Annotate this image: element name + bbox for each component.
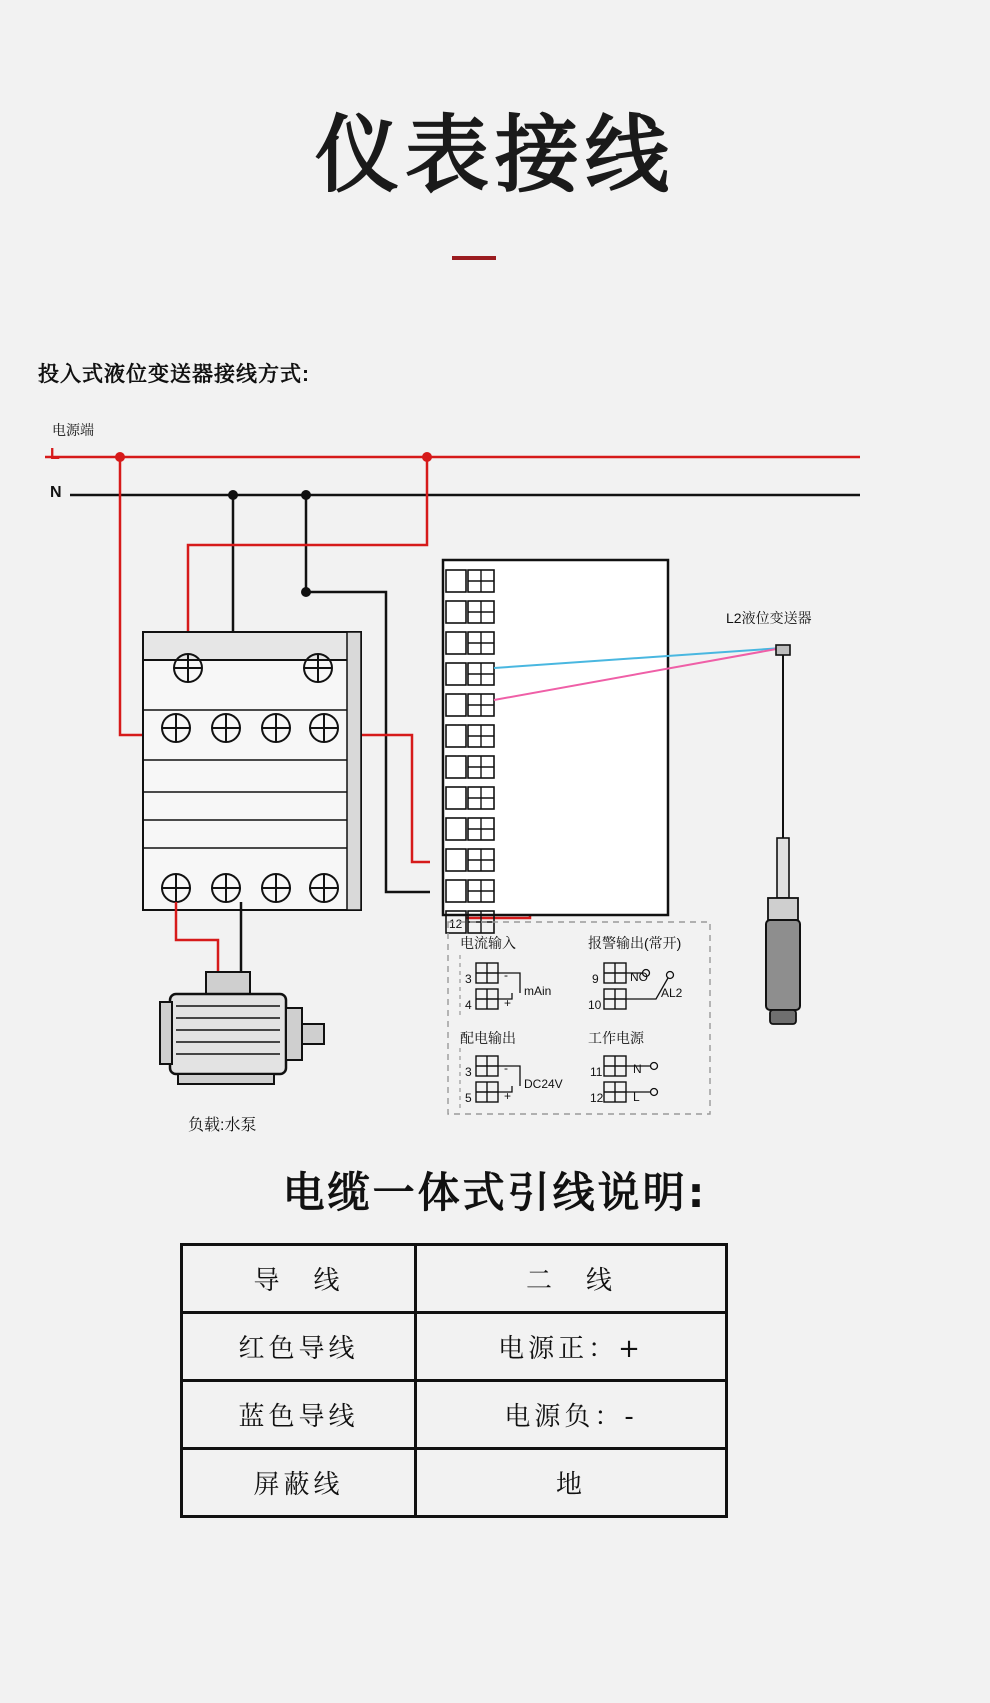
legend-po-row2-num: 5: [465, 1091, 472, 1105]
legend-ci-sign1: -: [504, 968, 508, 982]
legend-work-power-title: 工作电源: [588, 1030, 644, 1046]
sensor-body: [766, 920, 800, 1010]
cell-meaning: 二 线: [416, 1245, 727, 1313]
legend-ci-row2-num: 4: [465, 998, 472, 1012]
legend-current-input-title: 电流输入: [460, 935, 516, 951]
legend-ao-row1-num: 9: [592, 972, 599, 986]
motor-endcap: [160, 1002, 172, 1064]
table-row: [182, 1449, 727, 1517]
legend-circles: [643, 970, 674, 1096]
legend-alarm-output-title: 报警输出(常开): [588, 935, 682, 951]
contactor-top-cap: [143, 632, 361, 660]
sensor-collar: [768, 898, 798, 920]
legend-ao-row2-num: 10: [588, 998, 602, 1012]
diagram-artwork: [0, 400, 990, 1160]
cell-meaning: 电源负：-: [416, 1381, 727, 1449]
wiring-diagram: [0, 400, 990, 1160]
table-row: [182, 1245, 727, 1313]
title-divider: [452, 256, 496, 260]
section-title: 投入式液位变送器接线方式:: [38, 363, 310, 386]
contactor-to-motor-red: [176, 902, 218, 972]
legend-terminal-blocks: [476, 963, 626, 1102]
legend-wp-row2-num: 12: [590, 1091, 604, 1105]
legend-po-row1-num: 3: [465, 1065, 472, 1079]
motor-base: [178, 1074, 274, 1084]
cable-table-title: 电缆一体式引线说明:: [282, 1168, 708, 1217]
legend-leads: [498, 973, 668, 1092]
legend-wp-sign1: N: [633, 1062, 642, 1076]
legend-po-value: DC24V: [524, 1077, 563, 1091]
contactor-side: [347, 632, 361, 910]
motor-shaft: [302, 1024, 324, 1044]
legend-ao-value: AL2: [661, 986, 683, 1000]
legend-ci-row1-num: 3: [465, 972, 472, 986]
contactor-body: [143, 660, 361, 910]
line-l-label: L: [50, 446, 60, 463]
meter-to-contactor-red: [356, 735, 430, 862]
motor-flange: [286, 1008, 302, 1060]
cell-meaning: 地: [416, 1449, 727, 1517]
cell-meaning: 电源正：+: [416, 1313, 727, 1381]
legend-wp-row1-num: 11: [590, 1065, 603, 1079]
legend-ao-no-label: NO: [630, 970, 648, 984]
cell-wire: 红色导线: [182, 1313, 416, 1381]
cell-wire: 导 线: [182, 1245, 416, 1313]
legend-wp-sign2: L: [633, 1090, 640, 1104]
table-row: [182, 1381, 727, 1449]
sensor-neck: [777, 838, 789, 898]
cable-legend-table: [180, 1243, 728, 1518]
legend-po-sign1: -: [504, 1061, 508, 1075]
legend-power-output-title: 配电输出: [460, 1030, 516, 1046]
cell-wire: 蓝色导线: [182, 1381, 416, 1449]
legend-ci-sign2: +: [504, 996, 512, 1010]
meter-body: [443, 560, 668, 915]
line-n-label: N: [50, 484, 62, 501]
cell-wire: 屏蔽线: [182, 1449, 416, 1517]
power-end-label: 电源端: [52, 422, 94, 438]
load-label: 负载:水泵: [188, 1117, 257, 1134]
legend-po-sign2: +: [504, 1089, 512, 1103]
sensor-cable-gland: [776, 645, 790, 655]
page-title: 仪表接线: [314, 106, 675, 204]
table-row: [182, 1313, 727, 1381]
motor-junction-box: [206, 972, 250, 994]
sensor-label: L2液位变送器: [726, 610, 812, 626]
sensor-tip: [770, 1010, 796, 1024]
meter-terminal-12: 12: [449, 917, 463, 931]
legend-ci-value: mAin: [524, 984, 552, 998]
